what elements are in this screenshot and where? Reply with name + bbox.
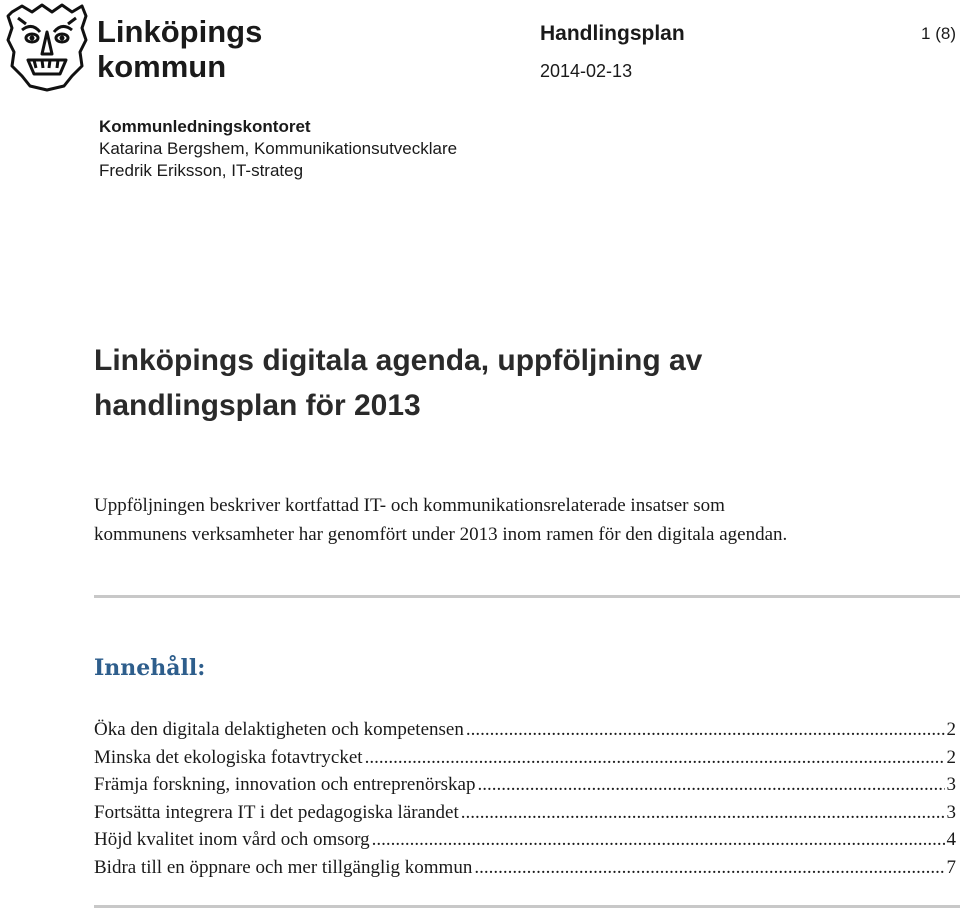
sender-block xyxy=(99,116,457,182)
toc-leader-dots xyxy=(474,857,944,879)
toc-entry[interactable] xyxy=(94,747,956,775)
divider-top xyxy=(94,595,960,598)
toc-entry-text: Höjd kvalitet inom vård och omsorg xyxy=(94,829,370,850)
document-title xyxy=(94,338,702,428)
sender-person-1: Katarina Bergshem, Kommunikationsutvecklare xyxy=(99,139,458,158)
municipality-name xyxy=(97,14,262,84)
toc-leader-dots xyxy=(466,719,945,741)
toc-heading: Innehåll: xyxy=(94,655,206,681)
toc-leader-dots xyxy=(372,829,945,851)
municipality-name-line1: Linköpings xyxy=(97,14,263,49)
intro-line-1: Uppföljningen beskriver kortfattad IT- och kommunikationsrelaterade insatser som xyxy=(94,495,725,516)
document-title-line1: Linköpings digitala agenda, uppföljning av xyxy=(94,344,703,377)
sender-department: Kommunledningskontoret xyxy=(99,117,311,136)
toc-entry[interactable] xyxy=(94,802,956,830)
page-number: 1 (8) xyxy=(921,24,956,43)
toc-entry-page: 3 xyxy=(946,774,956,795)
sender-person-2: Fredrik Eriksson, IT-strateg xyxy=(99,161,304,180)
toc-entry[interactable] xyxy=(94,774,956,802)
divider-bottom xyxy=(94,905,960,908)
toc-entry-text: Öka den digitala delaktigheten och kompetensen xyxy=(94,719,464,740)
toc-entry-text: Fortsätta integrera IT i det pedagogiska lärandet xyxy=(94,801,459,823)
toc-entry-page: 7 xyxy=(946,856,956,878)
municipality-name-line2: kommun xyxy=(97,49,227,84)
intro-line-2: kommunens verksamheter har genomfört under 2013 inom ramen för den digitala agendan. xyxy=(94,524,788,545)
toc-entry[interactable] xyxy=(94,719,956,747)
intro-paragraph xyxy=(94,491,924,549)
toc-leader-dots xyxy=(365,747,945,769)
toc-leader-dots xyxy=(461,802,945,824)
toc-entry[interactable] xyxy=(94,857,956,885)
toc-entry-page: 3 xyxy=(946,801,956,823)
toc-entry-page: 4 xyxy=(946,829,956,850)
toc-leader-dots xyxy=(477,774,944,796)
toc-entry-page: 2 xyxy=(946,746,956,768)
toc-entry[interactable] xyxy=(94,829,956,857)
toc-entry-text: Minska det ekologiska fotavtrycket xyxy=(94,746,363,768)
document-date: 2014-02-13 xyxy=(540,61,633,81)
toc-entry-page: 2 xyxy=(946,719,956,740)
lion-crest-icon xyxy=(4,2,90,92)
toc-entry-text: Bidra till en öppnare och mer tillgänglig kommun xyxy=(94,856,473,878)
document-type: Handlingsplan xyxy=(540,22,685,45)
table-of-contents xyxy=(94,719,956,884)
document-title-line2: handlingsplan för 2013 xyxy=(94,389,421,422)
toc-entry-text: Främja forskning, innovation och entreprenörskap xyxy=(94,774,476,795)
